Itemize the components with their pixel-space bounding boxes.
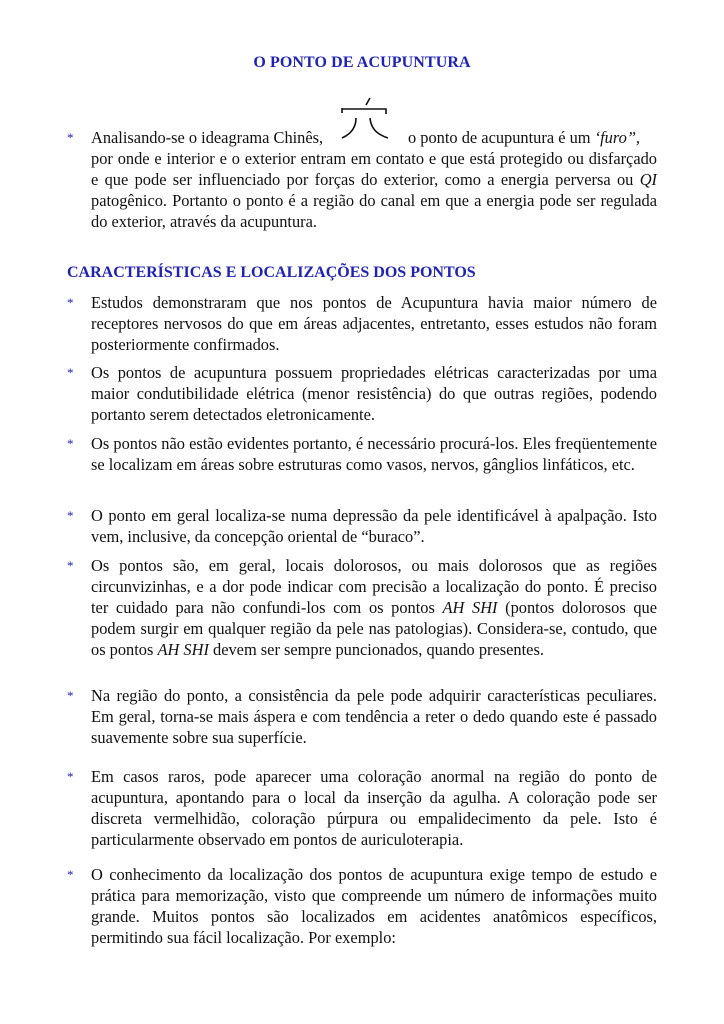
item-text: Os pontos são, em geral, locais dolorosos, ou mais dolorosos que as regiões circunvizinhas, e a dor pode indicar com precisão a localização do ponto. É preciso ter cuidado para não confundi-los com os pontos [91, 556, 657, 617]
list-item: Na região do ponto, a consistência da pele pode adquirir características peculiares. Em geral, torna-se mais áspera e com tendência a reter o dedo quando este é passado suavemente sobre sua superfície. [91, 686, 657, 747]
page-title: O PONTO DE ACUPUNTURA [253, 54, 471, 71]
bullet-icon: * [67, 295, 74, 310]
ah-shi-term: AH SHI [157, 640, 209, 659]
list-item [91, 555, 657, 660]
list-item: Estudos demonstraram que nos pontos de Acupuntura havia maior número de receptores nervosos do que em áreas adjacentes, entretanto, esses estudos não foram posteriormente confirmados. [91, 293, 657, 354]
bullet-icon: * [67, 130, 74, 145]
item-text: (pontos dolorosos que podem surgir em qualquer região da pele nas patologias). Considera-se, contudo, que os pontos [91, 598, 657, 659]
bullet-icon: * [67, 558, 74, 573]
intro-text-middle [408, 127, 640, 148]
item-text: devem ser sempre puncionados, quando presentes. [208, 640, 544, 659]
list-item: O conhecimento da localização dos pontos de acupuntura exige tempo de estudo e prática para memorização, visto que compreende um número de informações muito grande. Muitos pontos são localizados em acidentes anatômicos específicos, permitindo sua fácil localização. Por exemplo: [91, 865, 657, 947]
bullet-icon: * [67, 688, 74, 703]
intro-rest-a: por onde e interior e o exterior entram em contato e que está protegido ou disfarçado e que pode ser influenciado por forças do exterior, como a energia perversa ou [91, 149, 657, 189]
intro-furo: ‘furo”, [594, 128, 641, 147]
intro-part2: o ponto de acupuntura é um [408, 128, 591, 147]
chinese-ideogram-xue-icon [334, 96, 394, 142]
intro-paragraph [91, 148, 657, 232]
list-item: Em casos raros, pode aparecer uma coloração anormal na região do ponto de acupuntura, apontando para o local da inserção da agulha. A coloração pode ser discreta vermelhidão, coloração púrpura ou empalidecimento da pele. Isto é particularmente observado em pontos de auriculoterapia. [91, 767, 657, 849]
intro-rest-b: patogênico. Portanto o ponto é a região do canal em que a energia pode ser regulada do exterior, através da acupuntura. [91, 191, 657, 231]
list-item: Os pontos de acupuntura possuem propriedades elétricas caracterizadas por uma maior condutibilidade elétrica (menor resistência) do que outras regiões, podendo portanto serem detectados eletronicamente. [91, 363, 657, 424]
ah-shi-term: AH SHI [442, 598, 498, 617]
intro-text-start: Analisando-se o ideagrama Chinês, [91, 128, 324, 147]
bullet-icon: * [67, 867, 74, 882]
list-item: Os pontos não estão evidentes portanto, é necessário procurá-los. Eles freqüentemente se localizam em áreas sobre estruturas como vasos, nervos, gânglios linfáticos, etc. [91, 434, 657, 474]
list-item: O ponto em geral localiza-se numa depressão da pele identificável à apalpação. Isto vem, inclusive, da concepção oriental de “buraco”. [91, 506, 657, 546]
bullet-icon: * [67, 436, 74, 451]
section-heading: CARACTERÍSTICAS E LOCALIZAÇÕES DOS PONTOS [67, 264, 476, 281]
bullet-icon: * [67, 769, 74, 784]
intro-qi: QI [639, 170, 657, 189]
bullet-icon: * [67, 508, 74, 523]
bullet-icon: * [67, 365, 74, 380]
